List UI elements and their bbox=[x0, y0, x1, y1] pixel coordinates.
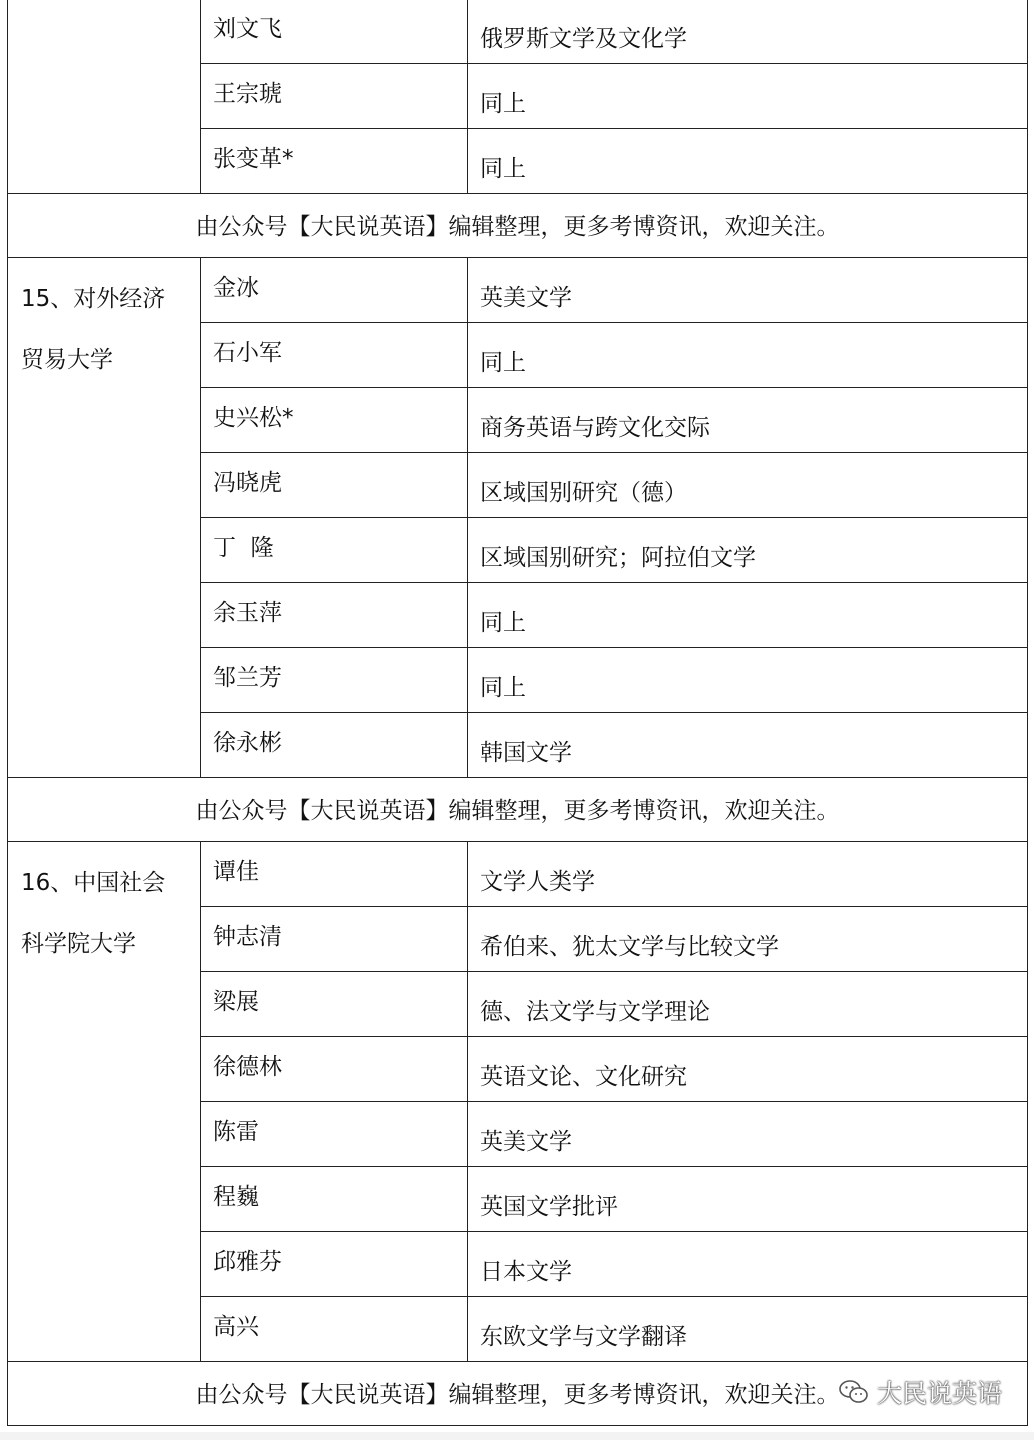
note-cell bbox=[8, 194, 1028, 258]
university-name-line1: 15、对外经济 bbox=[21, 286, 166, 312]
advisor-name-cell bbox=[201, 1232, 468, 1297]
research-direction-cell bbox=[468, 842, 1028, 907]
research-direction: 区域国别研究（德） bbox=[480, 480, 687, 506]
advisor-name: 丁 隆 bbox=[213, 535, 274, 561]
research-direction: 英美文学 bbox=[480, 285, 572, 311]
research-direction-cell bbox=[468, 1297, 1028, 1362]
research-direction-cell bbox=[468, 388, 1028, 453]
advisor-name: 邹兰芳 bbox=[213, 665, 282, 691]
research-direction: 俄罗斯文学及文化学 bbox=[480, 26, 687, 52]
research-direction: 英语文论、文化研究 bbox=[480, 1064, 687, 1090]
research-direction-cell bbox=[468, 453, 1028, 518]
source-note: 由公众号【大民说英语】编辑整理，更多考博资讯，欢迎关注。 bbox=[195, 798, 840, 824]
research-direction-cell bbox=[468, 972, 1028, 1037]
university-cell bbox=[8, 258, 201, 778]
advisor-name: 冯晓虎 bbox=[213, 470, 282, 496]
research-direction-cell bbox=[468, 1167, 1028, 1232]
advisor-name: 石小军 bbox=[213, 340, 282, 366]
research-direction-cell bbox=[468, 0, 1028, 64]
advisor-name-cell bbox=[201, 0, 468, 64]
table-row bbox=[8, 842, 1028, 907]
advisor-name-cell bbox=[201, 453, 468, 518]
advisor-name: 张变革* bbox=[213, 146, 294, 172]
table-row bbox=[8, 0, 1028, 64]
advisor-name: 余玉萍 bbox=[213, 600, 282, 626]
research-direction: 同上 bbox=[480, 156, 526, 182]
advisor-name: 陈雷 bbox=[213, 1119, 259, 1145]
page-bottom-edge bbox=[0, 1432, 1034, 1440]
advisor-name: 谭佳 bbox=[213, 859, 259, 885]
table-row bbox=[8, 258, 1028, 323]
advisor-name: 徐德林 bbox=[213, 1054, 282, 1080]
research-direction-cell bbox=[468, 258, 1028, 323]
advisor-name-cell bbox=[201, 64, 468, 129]
watermark-text: 大民说英语 bbox=[876, 1379, 1002, 1408]
research-direction-cell bbox=[468, 713, 1028, 778]
research-direction: 同上 bbox=[480, 91, 526, 117]
research-direction-cell bbox=[468, 1232, 1028, 1297]
advisor-name-cell bbox=[201, 1297, 468, 1362]
university-name-line2: 贸易大学 bbox=[21, 347, 113, 373]
advisor-name-cell bbox=[201, 129, 468, 194]
source-note: 由公众号【大民说英语】编辑整理，更多考博资讯，欢迎关注。 bbox=[195, 214, 840, 240]
note-row bbox=[8, 194, 1028, 258]
research-direction: 文学人类学 bbox=[480, 869, 595, 895]
watermark bbox=[839, 1374, 1002, 1410]
advisor-name: 刘文飞 bbox=[213, 16, 282, 42]
advisor-name: 邱雅芬 bbox=[213, 1249, 282, 1275]
advisor-name: 程巍 bbox=[213, 1184, 259, 1210]
research-direction: 同上 bbox=[480, 610, 526, 636]
source-note: 由公众号【大民说英语】编辑整理，更多考博资讯，欢迎关注。 bbox=[195, 1382, 840, 1408]
advisor-name-cell bbox=[201, 388, 468, 453]
research-direction: 德、法文学与文学理论 bbox=[480, 999, 710, 1025]
advisor-name-cell bbox=[201, 1102, 468, 1167]
research-direction-cell bbox=[468, 129, 1028, 194]
research-direction-cell bbox=[468, 583, 1028, 648]
university-name-line1: 16、中国社会 bbox=[21, 870, 166, 896]
research-direction-cell bbox=[468, 907, 1028, 972]
advisor-name: 徐永彬 bbox=[213, 730, 282, 756]
research-direction: 英美文学 bbox=[480, 1129, 572, 1155]
advisor-name-cell bbox=[201, 648, 468, 713]
advisor-name-cell bbox=[201, 907, 468, 972]
research-direction: 日本文学 bbox=[480, 1259, 572, 1285]
university-cell bbox=[8, 842, 201, 1362]
research-direction: 希伯来、犹太文学与比较文学 bbox=[480, 934, 779, 960]
research-direction-cell bbox=[468, 323, 1028, 388]
research-direction: 东欧文学与文学翻译 bbox=[480, 1324, 687, 1350]
advisor-name-cell bbox=[201, 583, 468, 648]
research-direction: 商务英语与跨文化交际 bbox=[480, 415, 710, 441]
university-name-line2: 科学院大学 bbox=[21, 931, 136, 957]
research-direction: 同上 bbox=[480, 350, 526, 376]
advisor-name: 王宗琥 bbox=[213, 81, 282, 107]
research-direction-cell bbox=[468, 518, 1028, 583]
university-cell bbox=[8, 0, 201, 194]
advisor-name: 梁展 bbox=[213, 989, 259, 1015]
wechat-icon bbox=[839, 1379, 869, 1405]
advisor-name-cell bbox=[201, 323, 468, 388]
advisor-name-cell bbox=[201, 518, 468, 583]
research-direction-cell bbox=[468, 1037, 1028, 1102]
advisor-name-cell bbox=[201, 972, 468, 1037]
advisor-name: 金冰 bbox=[213, 275, 259, 301]
advisor-name-cell bbox=[201, 1167, 468, 1232]
advisor-name-cell bbox=[201, 258, 468, 323]
research-direction: 英国文学批评 bbox=[480, 1194, 618, 1220]
research-direction: 区域国别研究；阿拉伯文学 bbox=[480, 545, 756, 571]
research-direction-cell bbox=[468, 1102, 1028, 1167]
advisor-name: 史兴松* bbox=[213, 405, 294, 431]
note-cell bbox=[8, 778, 1028, 842]
note-row bbox=[8, 778, 1028, 842]
advisor-name: 钟志清 bbox=[213, 924, 282, 950]
research-direction: 同上 bbox=[480, 675, 526, 701]
research-direction-cell bbox=[468, 64, 1028, 129]
advisor-name-cell bbox=[201, 713, 468, 778]
research-direction-cell bbox=[468, 648, 1028, 713]
advisor-name-cell bbox=[201, 1037, 468, 1102]
advisor-name: 高兴 bbox=[213, 1314, 259, 1340]
advisor-name-cell bbox=[201, 842, 468, 907]
research-direction: 韩国文学 bbox=[480, 740, 572, 766]
advisor-table bbox=[7, 0, 1028, 1426]
